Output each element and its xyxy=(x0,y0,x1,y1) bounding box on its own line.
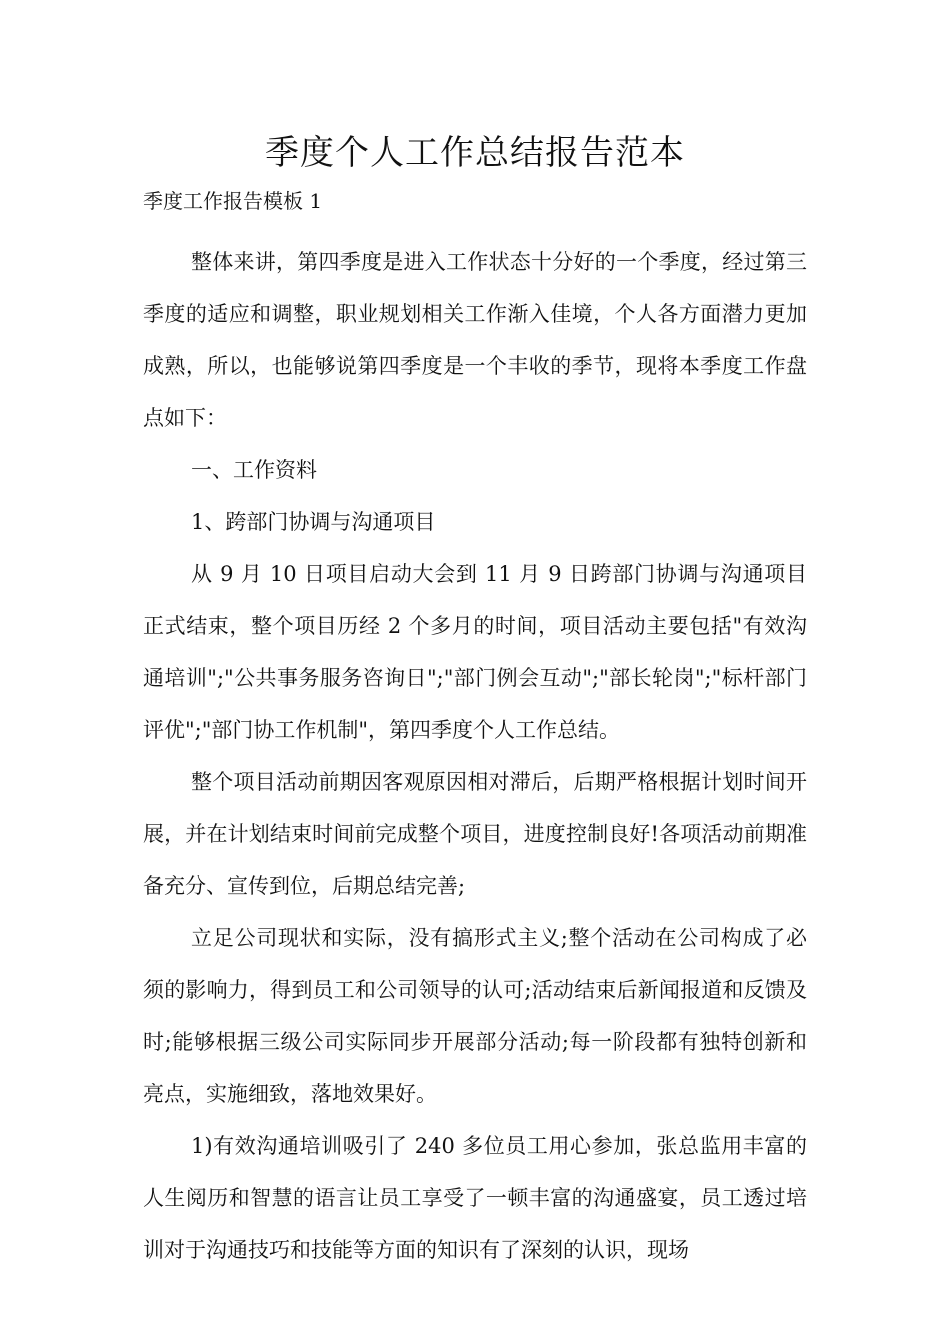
section-heading-work-content: 一、工作资料 xyxy=(191,458,317,482)
paragraph-project-timeline: 从 9 月 10 日项目启动大会到 11 月 9 日跨部门协调与沟通项目正式结束，整个项目历经 2 个多月的时间，项目活动主要包括"有效沟通培训";"公共事务服务咨询日";"部门例会互动";"部长轮岗";"标杆部门评优";"部门协工作机制"，第四季度个人工作总结。 xyxy=(143,562,807,742)
paragraph-overview: 整体来讲，第四季度是进入工作状态十分好的一个季度，经过第三季度的适应和调整，职业规划相关工作渐入佳境，个人各方面潜力更加成熟，所以，也能够说第四季度是一个丰收的季节，现将本季度工作盘点如下： xyxy=(143,250,807,430)
document-title: 季度个人工作总结报告范本 xyxy=(265,133,685,173)
document-body xyxy=(143,236,807,1276)
paragraph-project-progress: 整个项目活动前期因客观原因相对滞后，后期严格根据计划时间开展，并在计划结束时间前完成整个项目，进度控制良好!各项活动前期准备充分、宣传到位，后期总结完善; xyxy=(143,770,807,898)
subsection-heading-cross-department-project: 1、跨部门协调与沟通项目 xyxy=(191,510,436,534)
paragraph-project-impact: 立足公司现状和实际，没有搞形式主义;整个活动在公司构成了必须的影响力，得到员工和公司领导的认可;活动结束后新闻报道和反馈及时;能够根据三级公司实际同步开展部分活动;每一阶段都有独特创新和亮点，实施细致，落地效果好。 xyxy=(143,926,807,1106)
paragraph-training-summary: 1)有效沟通培训吸引了 240 多位员工用心参加，张总监用丰富的人生阅历和智慧的语言让员工享受了一顿丰富的沟通盛宴，员工透过培训对于沟通技巧和技能等方面的知识有了深刻的认识，现场 xyxy=(143,1134,807,1262)
document-subtitle: 季度工作报告模板 1 xyxy=(143,189,323,213)
